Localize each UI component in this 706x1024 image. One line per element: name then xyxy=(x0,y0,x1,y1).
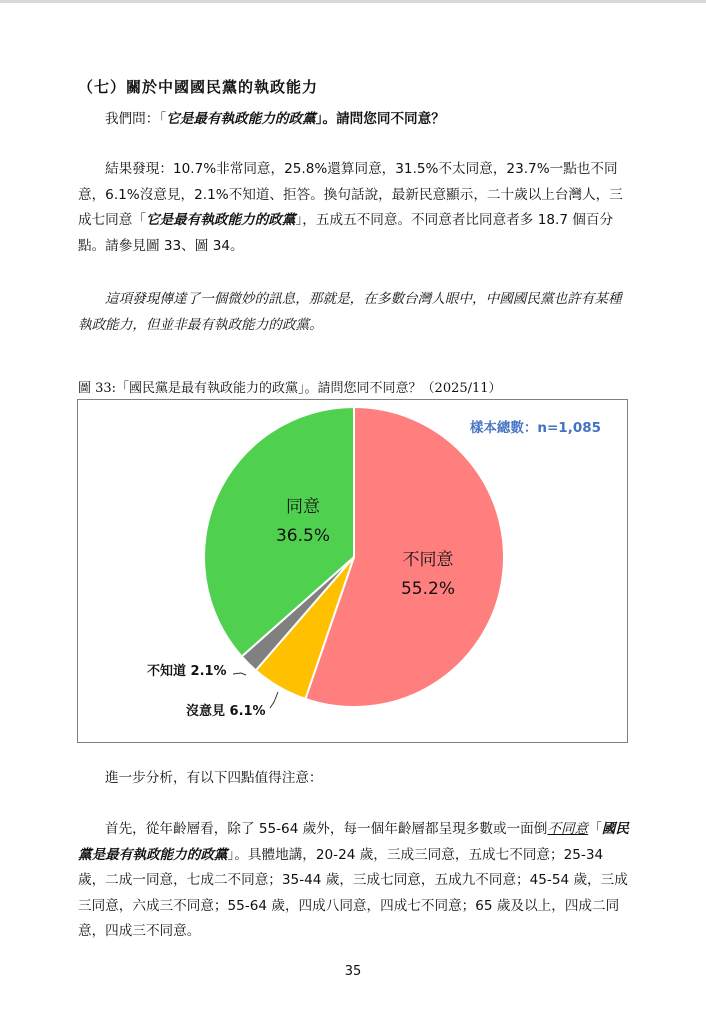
analysis-first-c: 」。具體地講，20-24 歲，三成三同意，五成七不同意；25-34 歲，二成一同意，七成二不同意；35-44 歲，三成七同意，五成九不同意；45-54 歲，三成三同意，六成三不同意；55-64 歲，四成八同意，四成七不同意；65 歲及以上，四成二同意，四成三不同意。 xyxy=(78,846,628,939)
question-paragraph xyxy=(78,107,630,133)
agree-label-group xyxy=(258,492,348,546)
question-prefix: 我們問：「 xyxy=(105,111,167,127)
question-suffix: 」。請問您同不同意？ xyxy=(315,111,445,127)
section-title: （七）關於中國國民黨的執政能力 xyxy=(78,78,319,96)
insight-paragraph: 這項發現傳達了一個微妙的訊息，那就是，在多數台灣人眼中，中國國民黨也許有某種執政能力，但並非最有執政能力的政黨。 xyxy=(78,291,622,333)
pie-chart xyxy=(78,400,627,742)
analysis-first-statement: 國民黨是最有執政能力的政黨 xyxy=(78,821,629,863)
analysis-intro: 進一步分析，有以下四點值得注意： xyxy=(105,770,323,786)
disagree-category: 不同意 xyxy=(402,550,454,570)
figure-caption: 圖 33:「國民黨是最有執政能力的政黨」。請問您同不同意？（2025/11） xyxy=(78,381,502,396)
agree-value: 36.5% xyxy=(275,526,330,546)
findings-statement: 它是最有執政能力的政黨 xyxy=(145,212,296,228)
findings-part1: 結果發現：10.7%非常同意，25.8%還算同意，31.5%不太同意，23.7%一點也不同意，6.1%沒意見，2.1%不知道、拒答。換句話說，最新民意顯示，二十歲以上台灣人，三成七同意「 xyxy=(78,161,623,228)
leader-line-dont-know xyxy=(233,673,246,675)
top-border xyxy=(0,0,706,3)
leader-line-no-opinion xyxy=(270,692,278,708)
analysis-first-a: 首先，從年齡層看，除了 55-64 歲外，每一個年齡層都呈現多數或一面倒 xyxy=(105,821,548,837)
analysis-first-b: 「 xyxy=(588,821,602,837)
disagree-label-group xyxy=(378,545,478,599)
agree-category: 同意 xyxy=(286,497,320,517)
question-statement: 它是最有執政能力的政黨 xyxy=(166,111,316,127)
disagree-value: 55.2% xyxy=(400,579,455,599)
findings-paragraph xyxy=(78,157,630,259)
analysis-first-paragraph xyxy=(78,817,630,945)
sample-size-label: 樣本總數：n=1,085 xyxy=(469,420,601,436)
no-opinion-label: 沒意見 6.1% xyxy=(186,704,266,719)
analysis-first-underlined: 不同意 xyxy=(547,821,589,837)
pie-chart-figure xyxy=(77,399,628,743)
findings-part2: 」，五成五不同意。不同意者比同意者多 18.7 個百分點。請參見圖 33、圖 34。 xyxy=(78,212,614,254)
dont-know-label: 不知道 2.1% xyxy=(147,664,227,679)
page-number: 35 xyxy=(344,964,362,979)
